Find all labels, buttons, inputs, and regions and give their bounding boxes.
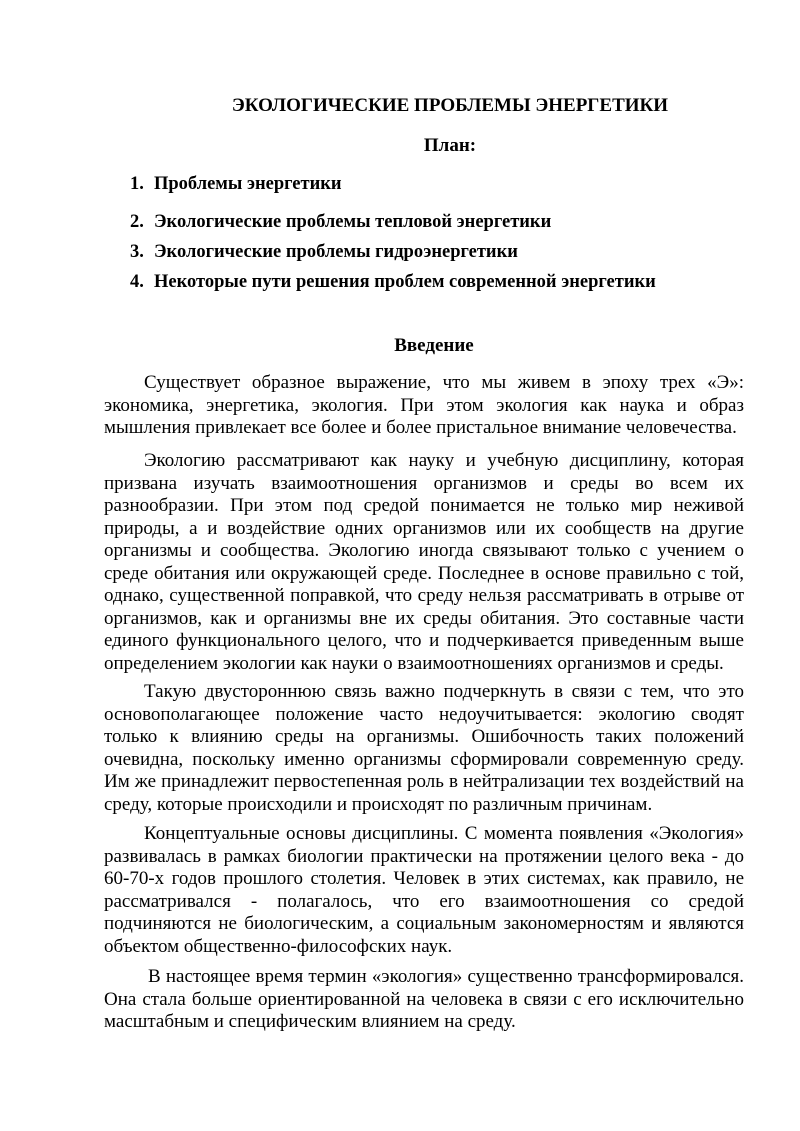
plan-item bbox=[130, 240, 518, 264]
body-paragraph: В настоящее время термин «экология» существенно трансформировался. Она стала больше ориентированной на человека в связи с его исключительно масштабным и специфическим влиянием на среду. bbox=[104, 966, 744, 1032]
plan-item bbox=[130, 210, 551, 234]
body-paragraph: Существует образное выражение, что мы живем в эпоху трех «Э»: экономика, энергетика, экология. При этом экология как наука и образ мышления привлекает все более и более пристальное внимание человечества. bbox=[104, 372, 744, 438]
plan-item-number: 1. bbox=[130, 174, 144, 194]
plan-item-text: Некоторые пути решения проблем современной энергетики bbox=[154, 272, 656, 292]
plan-item-number: 4. bbox=[130, 272, 144, 292]
plan-item bbox=[130, 270, 656, 294]
plan-item-text: Проблемы энергетики bbox=[154, 174, 342, 194]
plan-heading: План: bbox=[423, 135, 477, 156]
plan-item-number: 2. bbox=[130, 212, 144, 232]
document-title: ЭКОЛОГИЧЕСКИЕ ПРОБЛЕМЫ ЭНЕРГЕТИКИ bbox=[231, 95, 669, 116]
body-paragraph: Такую двустороннюю связь важно подчеркнуть в связи с тем, что это основополагающее положение часто недоучитывается: экологию сводят только к влиянию среды на организмы. Ошибочность таких положений очевидна, поскольку именно организмы сформировали современную среду. Им же принадлежит первостепенная роль в нейтрализации тех воздействий на среду, которые происходили и происходят по различным причинам. bbox=[104, 681, 744, 815]
plan-item-text: Экологические проблемы тепловой энергетики bbox=[154, 212, 552, 232]
intro-heading: Введение bbox=[394, 335, 474, 356]
plan-item bbox=[130, 172, 342, 196]
body-paragraph: Экологию рассматривают как науку и учебную дисциплину, которая призвана изучать взаимоотношения организмов и среды во всем их разнообразии. При этом под средой понимается не только мир неживой природы, а и воздействие одних организмов или их сообществ на другие организмы и сообщества. Экологию иногда связывают только с учением о среде обитания или окружающей среде. Последнее в основе правильно с той, однако, существенной поправкой, что среду нельзя рассматривать в отрыве от организмов, как и организмы вне их среды обитания. Это составные части единого функционального целого, что и подчеркивается приведенным выше определением экологии как науки о взаимоотношениях организмов и среды. bbox=[104, 450, 744, 674]
plan-item-text: Экологические проблемы гидроэнергетики bbox=[154, 242, 518, 262]
body-paragraph: Концептуальные основы дисциплины. С момента появления «Экология» развивалась в рамках биологии практически на протяжении целого века - до 60-70-х годов прошлого столетия. Человек в этих системах, как правило, не рассматривался - полагалось, что его взаимоотношения со средой подчиняются не биологическим, а социальным закономерностям и являются объектом общественно-философских наук. bbox=[104, 823, 744, 957]
plan-item-number: 3. bbox=[130, 242, 144, 262]
